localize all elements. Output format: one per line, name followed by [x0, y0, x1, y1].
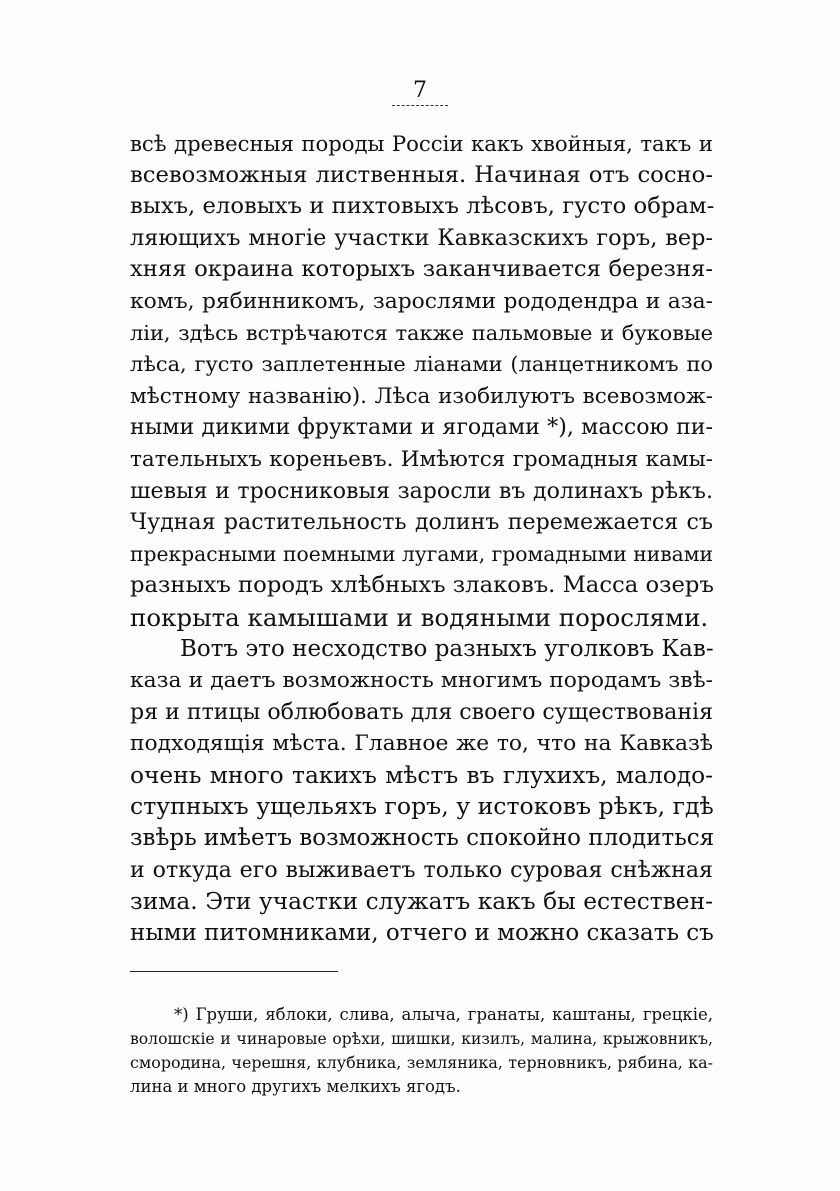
footnote-rule [130, 971, 338, 972]
text-line: ліи, здѣсь встрѣчаются также пальмовые и буковые [130, 320, 713, 345]
text-line: лѣса, густо заплетенные ліанами (ланцетникомъ по [130, 352, 713, 377]
page-number-rule [392, 105, 448, 106]
page-number: 7 [413, 78, 427, 103]
text-line: хняя окраина которыхъ заканчивается березня- [130, 256, 713, 283]
text-line: всевозможныя лиственныя. Начиная отъ сосно- [130, 161, 713, 188]
text-line: ными питомниками, отчего и можно сказать съ [130, 919, 714, 946]
text-line: подходящія мѣста. Главное же то, что на Кавказѣ [130, 731, 713, 757]
text-line: комъ, рябинникомъ, зарослями рододендра и аза- [130, 288, 713, 314]
text-line: всѣ древесныя породы Россіи какъ хвойныя, такъ и [130, 131, 713, 156]
text-line: и откуда его выживаетъ только суровая снѣжная [130, 856, 713, 883]
text-line: зима. Эти участки служатъ какъ бы естествен- [130, 888, 713, 916]
text-line: тательныхъ кореньевъ. Имѣются громадныя камы- [130, 446, 713, 472]
footnote-line: *) Груши, яблоки, слива, алыча, гранаты, каштаны, грецкіе, [174, 1005, 713, 1024]
text-line: выхъ, еловыхъ и пихтовыхъ лѣсовъ, густо обрам- [130, 193, 715, 220]
text-line: звѣрь имѣетъ возможность спокойно плодиться [130, 825, 715, 852]
text-line: ря и птицы облюбовать для своего существованія [130, 698, 714, 725]
text-line: Чудная растительность долинъ перемежается съ [130, 509, 713, 536]
text-line: мѣстному названію). Лѣса изобилуютъ всевозмож- [130, 383, 713, 409]
text-line: каза и даетъ возможность многимъ породамъ звѣ- [130, 668, 713, 694]
text-line: прекрасными поемными лугами, громадными нивами [130, 541, 714, 566]
body-text [130, 128, 713, 949]
text-line: Вотъ это несходство разныхъ уголковъ Кав- [180, 635, 714, 662]
text-line: шевыя и тросниковыя заросли въ долинахъ рѣкъ. [130, 477, 713, 504]
text-line: ными дикими фруктами и ягодами *), массою пи- [130, 414, 713, 441]
footnote-line: лина и много другихъ мелкихъ ягодъ. [130, 1077, 461, 1096]
text-line: ляющихъ многіе участки Кавказскихъ горъ, вер- [130, 224, 713, 251]
footnote-line: волошскіе и чинаровые орѣхи, шишки, кизилъ, малина, крыжовникъ, [130, 1030, 713, 1048]
footnote [130, 1003, 713, 1099]
text-line: разныхъ породъ хлѣбныхъ злаковъ. Масса озеръ [130, 572, 714, 599]
footnote-line: смородина, черешня, клубника, земляника, терновникъ, рябина, ка- [130, 1053, 713, 1072]
text-line: покрыта камышами и водяными порослями. [130, 602, 709, 632]
text-line: ступныхъ ущельяхъ горъ, у истоковъ рѣкъ, гдѣ [130, 792, 714, 821]
text-line: очень много такихъ мѣстъ въ глухихъ, малодо- [130, 761, 713, 789]
